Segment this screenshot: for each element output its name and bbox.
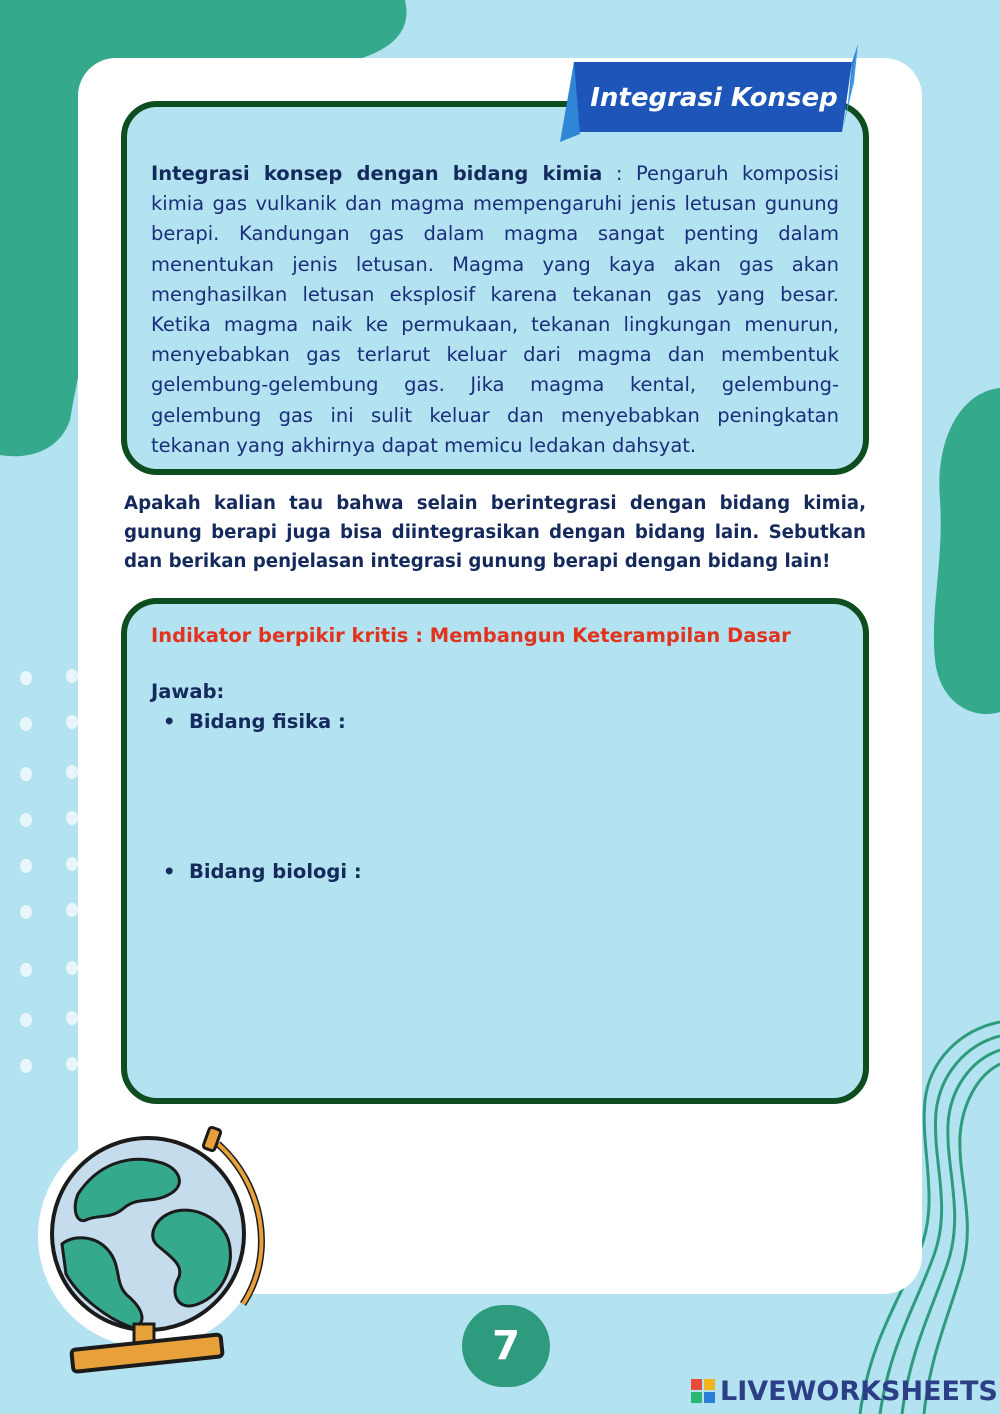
concept-lead: Integrasi konsep dengan bidang kimia (151, 162, 603, 185)
jawab-label: Jawab: (151, 680, 225, 703)
question-text: Apakah kalian tau bahwa selain berintegrasi dengan bidang kimia, gunung berapi juga bisa diintegrasikan dengan bidang lain. Sebutkan dan berikan penjelasan integrasi gunung berapi dengan bidang lain! (124, 493, 866, 572)
biology-answer-area[interactable] (187, 894, 837, 994)
liveworksheets-logo (690, 1374, 998, 1408)
indicator-label: Indikator berpikir kritis : Membangun Keterampilan Dasar (151, 624, 791, 647)
physics-answer-area[interactable] (187, 744, 837, 844)
section-title: Integrasi Konsep (590, 83, 838, 113)
globe-icon (38, 1124, 278, 1376)
dots-pattern (20, 669, 78, 1073)
concept-text (151, 159, 839, 461)
bullet-biology-label: Bidang biologi : (189, 860, 362, 883)
bullet-dot-icon: • (163, 860, 176, 883)
right-blob (934, 388, 1000, 714)
logo-mark-icon (690, 1378, 716, 1404)
logo-text: LIVEWORKSHEETS (720, 1375, 998, 1407)
bullet-physics-label: Bidang fisika : (189, 710, 346, 733)
bullet-dot-icon: • (163, 710, 176, 733)
bullet-physics (163, 710, 346, 733)
answer-box (121, 598, 869, 1104)
page-number: 7 (462, 1305, 550, 1387)
concept-body: : Pengaruh komposisi kimia gas vulkanik dan magma mempengaruhi jenis letusan gunung berapi. Kandungan gas dalam magma sangat penting dalam menentukan jenis letusan. Magma yang kaya akan gas akan menghasilkan letusan eksplosif karena tekanan gas yang besar. Ketika magma naik ke permukaan, tekanan lingkungan menurun, menyebabkan gas terlarut keluar dari magma dan membentuk gelembung-gelembung gas. Jika magma kental, gelembung-gelembung gas ini sulit keluar dan menyebabkan peningkatan tekanan yang akhirnya dapat memicu ledakan dahsyat. (151, 162, 840, 457)
concept-box (121, 101, 869, 475)
bullet-biology (163, 860, 362, 883)
